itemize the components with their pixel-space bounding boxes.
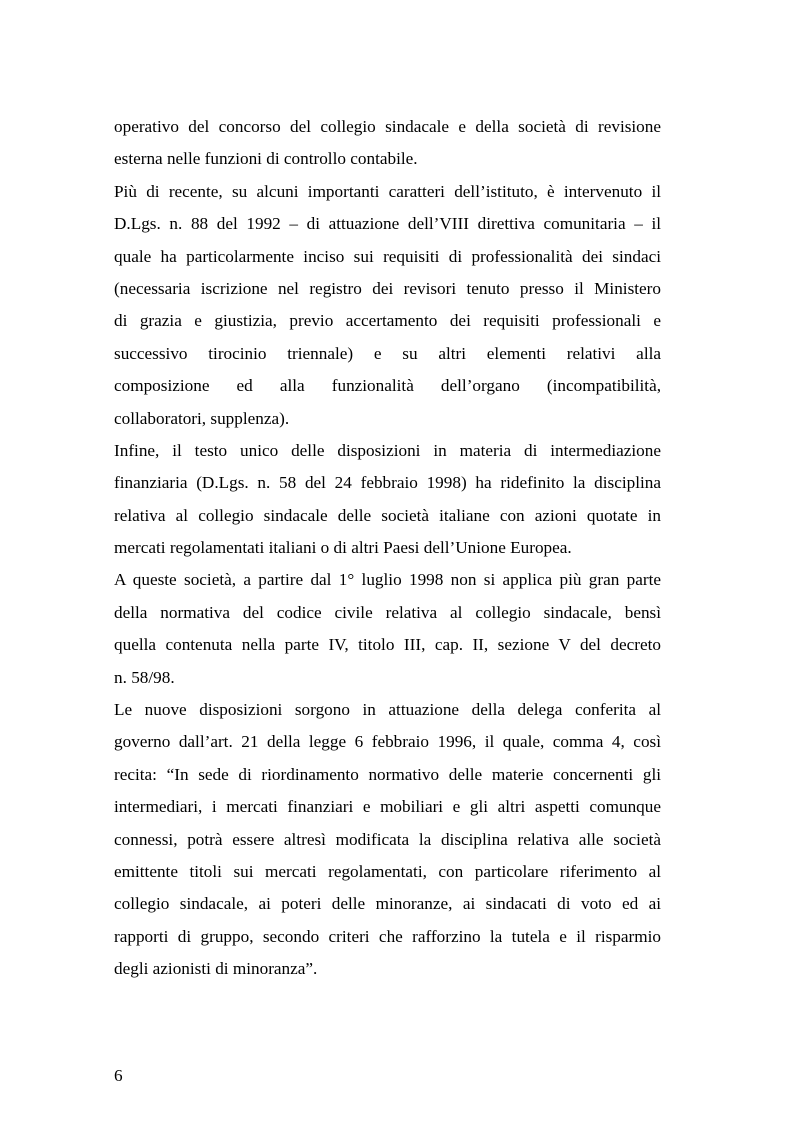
text-line: collaboratori, supplenza). (114, 408, 290, 428)
paragraph (114, 435, 661, 565)
text-line: operativo del concorso del collegio sindacale e della società di revisione (114, 117, 661, 136)
text-line: di grazia e giustizia, previo accertamento dei requisiti professionali e (114, 311, 661, 331)
paragraph (114, 111, 661, 176)
text-line: collegio sindacale, ai poteri delle minoranze, ai sindacati di voto ed ai (114, 894, 661, 914)
text-line: quella contenuta nella parte IV, titolo III, cap. II, sezione V del decreto (114, 635, 661, 655)
text-line: (necessaria iscrizione nel registro dei revisori tenuto presso il Ministero (114, 278, 661, 298)
text-line: quale ha particolarmente inciso sui requisiti di professionalità dei sindaci (114, 246, 661, 266)
text-line: mercati regolamentati italiani o di altri Paesi dell’Unione Europea. (114, 538, 572, 558)
text-line: relativa al collegio sindacale delle società italiane con azioni quotate in (114, 505, 661, 525)
paragraph (114, 176, 661, 435)
text-line: composizione ed alla funzionalità dell’organo (incompatibilità, (114, 376, 661, 396)
paragraph (114, 564, 661, 694)
text-line: degli azionisti di minoranza”. (114, 959, 318, 979)
text-line: successivo tirocinio triennale) e su altri elementi relativi alla (114, 343, 661, 363)
text-line: emittente titoli sui mercati regolamentati, con particolare riferimento al (114, 861, 661, 881)
text-line: n. 58/98. (114, 667, 175, 687)
text-line: recita: “In sede di riordinamento normativo delle materie concernenti gli (114, 764, 661, 784)
text-line: governo dall’art. 21 della legge 6 febbraio 1996, il quale, comma 4, così (114, 732, 661, 752)
body-text (114, 111, 661, 986)
page-number: 6 (114, 1066, 123, 1085)
text-line: esterna nelle funzioni di controllo contabile. (114, 149, 418, 169)
text-line: finanziaria (D.Lgs. n. 58 del 24 febbraio 1998) ha ridefinito la disciplina (114, 473, 661, 493)
text-line: D.Lgs. n. 88 del 1992 – di attuazione dell’VIII direttiva comunitaria – il (114, 214, 661, 234)
text-line: intermediari, i mercati finanziari e mobiliari e gli altri aspetti comunque (114, 797, 661, 817)
text-line: della normativa del codice civile relativa al collegio sindacale, bensì (114, 602, 661, 622)
text-line: A queste società, a partire dal 1° luglio 1998 non si applica più gran parte (114, 570, 661, 590)
text-line: Più di recente, su alcuni importanti caratteri dell’istituto, è intervenuto il (114, 181, 661, 201)
text-line: connessi, potrà essere altresì modificata la disciplina relativa alle società (114, 829, 661, 849)
text-line: Le nuove disposizioni sorgono in attuazione della delega conferita al (114, 700, 661, 720)
paragraph (114, 694, 661, 986)
text-line: rapporti di gruppo, secondo criteri che rafforzino la tutela e il risparmio (114, 926, 661, 946)
text-line: Infine, il testo unico delle disposizioni in materia di intermediazione (114, 440, 661, 460)
